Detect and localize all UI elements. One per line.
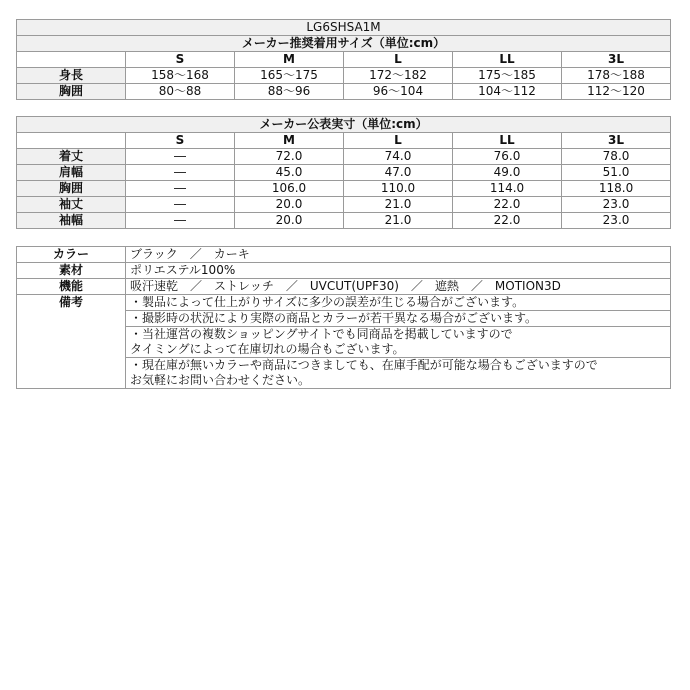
- info-label: 機能: [17, 279, 126, 295]
- official-title: メーカー公表実寸（単位:cm）: [17, 117, 671, 133]
- info-row: [17, 263, 671, 279]
- info-label: 素材: [17, 263, 126, 279]
- cell-value: 172～182: [344, 68, 453, 84]
- info-value: ポリエステル100%: [126, 263, 671, 279]
- cell-value: 175～185: [453, 68, 562, 84]
- cell-value: 165～175: [235, 68, 344, 84]
- cell-value: 51.0: [562, 165, 671, 181]
- cell-value: ―: [126, 181, 235, 197]
- note-item: ・撮影時の状況により実際の商品とカラーが若干異なる場合がございます。: [126, 311, 671, 327]
- row-label: 身長: [17, 68, 126, 84]
- cell-value: ―: [126, 149, 235, 165]
- note-item: ・現在庫が無いカラーや商品につきましても、在庫手配が可能な場合もございますので お気軽にお問い合わせください。: [126, 358, 671, 389]
- cell-value: 22.0: [453, 197, 562, 213]
- recommended-title: メーカー推奨着用サイズ（単位:cm）: [17, 36, 671, 52]
- cell-value: 112～120: [562, 84, 671, 100]
- row-label: 肩幅: [17, 165, 126, 181]
- size-table: [16, 19, 671, 100]
- corner-cell: [17, 133, 126, 149]
- size-header: 3L: [562, 52, 671, 68]
- info-value: 吸汗速乾 ／ ストレッチ ／ UVCUT(UPF30) ／ 遮熱 ／ MOTION3D: [126, 279, 671, 295]
- cell-value: ―: [126, 197, 235, 213]
- cell-value: 23.0: [562, 197, 671, 213]
- size-header: LL: [453, 52, 562, 68]
- table-row: [17, 165, 671, 181]
- table-row: [17, 213, 671, 229]
- cell-value: 74.0: [344, 149, 453, 165]
- table-row: [17, 84, 671, 100]
- info-value: ブラック ／ カーキ: [126, 247, 671, 263]
- cell-value: 76.0: [453, 149, 562, 165]
- cell-value: 49.0: [453, 165, 562, 181]
- note-item: ・当社運営の複数ショッピングサイトでも同商品を掲載していますので タイミングによって在庫切れの場合もございます。: [126, 327, 671, 358]
- size-header: M: [235, 133, 344, 149]
- size-header: L: [344, 133, 453, 149]
- info-table: [16, 246, 671, 389]
- cell-value: 22.0: [453, 213, 562, 229]
- info-row: [17, 247, 671, 263]
- measurement-table: [16, 116, 671, 229]
- size-header: M: [235, 52, 344, 68]
- cell-value: 47.0: [344, 165, 453, 181]
- cell-value: 118.0: [562, 181, 671, 197]
- cell-value: 88～96: [235, 84, 344, 100]
- cell-value: 20.0: [235, 213, 344, 229]
- product-code: LG6SHSA1M: [17, 20, 671, 36]
- size-header: LL: [453, 133, 562, 149]
- table-row: [17, 181, 671, 197]
- row-label: 袖幅: [17, 213, 126, 229]
- cell-value: 158～168: [126, 68, 235, 84]
- note-row: [17, 295, 671, 311]
- table-row: [17, 68, 671, 84]
- row-label: 胸囲: [17, 181, 126, 197]
- size-header: L: [344, 52, 453, 68]
- cell-value: 78.0: [562, 149, 671, 165]
- notes-label: 備考: [17, 295, 126, 389]
- cell-value: 96～104: [344, 84, 453, 100]
- note-item: ・製品によって仕上がりサイズに多少の誤差が生じる場合がございます。: [126, 295, 671, 311]
- row-label: 胸囲: [17, 84, 126, 100]
- cell-value: 110.0: [344, 181, 453, 197]
- cell-value: 20.0: [235, 197, 344, 213]
- size-header: S: [126, 133, 235, 149]
- cell-value: 45.0: [235, 165, 344, 181]
- cell-value: 104～112: [453, 84, 562, 100]
- cell-value: 72.0: [235, 149, 344, 165]
- corner-cell: [17, 52, 126, 68]
- cell-value: 114.0: [453, 181, 562, 197]
- cell-value: 21.0: [344, 197, 453, 213]
- cell-value: 106.0: [235, 181, 344, 197]
- size-header: S: [126, 52, 235, 68]
- row-label: 袖丈: [17, 197, 126, 213]
- cell-value: ―: [126, 213, 235, 229]
- info-label: カラー: [17, 247, 126, 263]
- cell-value: 23.0: [562, 213, 671, 229]
- info-row: [17, 279, 671, 295]
- table-row: [17, 197, 671, 213]
- cell-value: ―: [126, 165, 235, 181]
- cell-value: 178～188: [562, 68, 671, 84]
- table-row: [17, 149, 671, 165]
- cell-value: 21.0: [344, 213, 453, 229]
- row-label: 着丈: [17, 149, 126, 165]
- size-header: 3L: [562, 133, 671, 149]
- cell-value: 80～88: [126, 84, 235, 100]
